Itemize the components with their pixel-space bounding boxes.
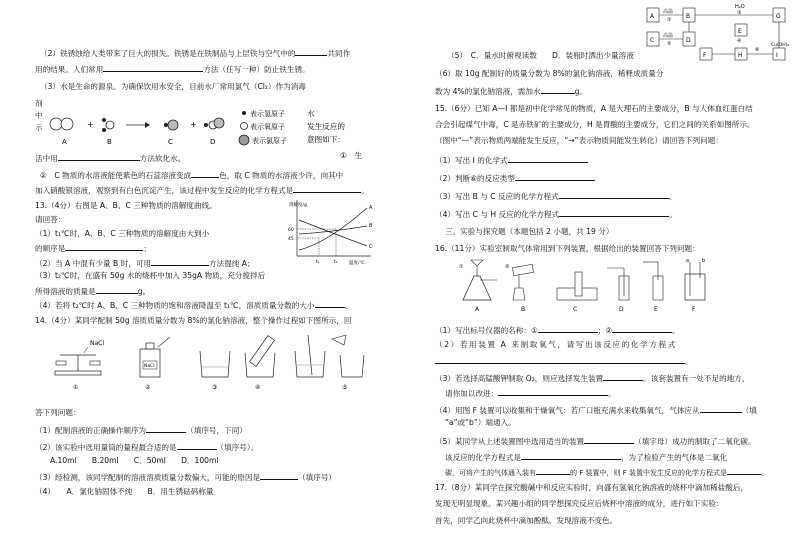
- box-label: B: [686, 13, 691, 20]
- box-label: C: [650, 37, 655, 44]
- tick-label: 45: [288, 237, 294, 242]
- box-label: A: [650, 13, 655, 20]
- blank[interactable]: [435, 355, 685, 364]
- axis-label: 温度/℃: [349, 261, 365, 266]
- q13-2: （2）当 A 中混有少量 B 时，可用 方法提纯 A；: [35, 259, 255, 268]
- port-label: b: [702, 258, 706, 264]
- mark-label: ①: [667, 17, 672, 23]
- q16-5-line2: 该反应的化学方程式是 ，为了检验产生的气体是二氧化: [445, 453, 728, 462]
- q13-prompt: 请回答：: [35, 215, 66, 224]
- solubility-curve-chart: [287, 198, 377, 266]
- legend-h-icon: [242, 111, 246, 115]
- balance-pan: [90, 361, 100, 365]
- molecule-atom: [102, 128, 106, 132]
- balance-base: [55, 371, 101, 375]
- bottle-neck: [146, 343, 154, 349]
- q15-line1: 15.（6分）已知 A—I 都是初中化学常见的物质，A 是大理石的主要成分，B 与人体血红蛋白结: [435, 104, 753, 113]
- q12-3-line5: 加入硝酸银溶液，观察到有白色沉淀产生，该过程中发生反应的化学方程式是 。: [35, 186, 369, 195]
- q12-3-line3: 活中用 方法软化水。: [35, 154, 186, 163]
- molecule-label: A: [62, 138, 67, 146]
- arrow-head: [145, 122, 150, 128]
- label-nacl: NaCl: [90, 340, 105, 347]
- part-label: ①: [459, 264, 464, 270]
- side-char: 示: [35, 123, 43, 132]
- blank[interactable]: [559, 208, 669, 217]
- apparatus-label: E: [654, 306, 658, 313]
- plus-sign: +: [87, 120, 94, 129]
- apparatus-label: D: [619, 306, 624, 313]
- q14-1: （1）配制溶液的正确操作顺序为 （填序号，下同）: [35, 426, 247, 435]
- blank[interactable]: [146, 424, 186, 433]
- q16-5-line1: （5）某同学从上述装置图中选用适当的装置 （填字母）成功的制取了二氧化碳。: [435, 437, 756, 446]
- q16-title: 16.（11分）实验室制取气体常用到下列装置，根据给出的装置回答下列问题：: [435, 244, 700, 253]
- blank[interactable]: [536, 466, 570, 475]
- blank[interactable]: [65, 242, 143, 251]
- blank[interactable]: [260, 471, 298, 480]
- apparatus-label: A: [475, 306, 480, 313]
- series-label: A: [369, 205, 373, 211]
- q16-4-line2: “a”或“b”）端通入。: [445, 418, 516, 427]
- wide-mouth-bottle: [685, 274, 705, 300]
- tick-label: t₁: [316, 260, 320, 265]
- text-fragment: 发生反应的: [307, 122, 345, 131]
- product-label: Cu(OH)₂: [771, 43, 790, 48]
- blank[interactable]: [700, 404, 742, 413]
- beaker: [200, 351, 230, 377]
- apparatus-label: F: [692, 306, 696, 313]
- mark-label: ②: [667, 41, 672, 47]
- blank[interactable]: [508, 154, 588, 163]
- axis-label: 溶解度/g: [289, 203, 307, 208]
- blank[interactable]: [521, 451, 621, 460]
- box-label: E: [738, 28, 742, 35]
- step-label: ④: [255, 384, 261, 391]
- port-label: a: [686, 258, 690, 264]
- label-nacl: NaCl: [144, 364, 155, 369]
- step-label: ①: [73, 384, 79, 391]
- pointer-line: [84, 347, 88, 353]
- mark-label: ④: [737, 38, 742, 44]
- molecule-label: C: [168, 138, 173, 146]
- q12-3-line1: （3）水是生命的源泉。为确保饮用水安全，目前水厂常用氯气（Cl₂）作为消毒: [40, 82, 306, 91]
- collecting-bottle: [575, 272, 582, 296]
- tick-label: 60: [288, 228, 294, 233]
- q14-2-options: A.10ml B.20ml C．50ml D．100ml: [50, 456, 219, 465]
- q17-line1: 17.（8分）某同学在探究酸碱中和反应实验时，向盛有氢氧化钠溶液的烧杯中滴加稀盐酸后，: [435, 483, 749, 492]
- q14-2: （2）该实验中选用量筒的量程最合适的是 （填序号）。: [35, 443, 259, 452]
- glass-rod: [308, 335, 312, 375]
- q13-1-line1: （1）t₁℃时，A、B、C 三种物质的溶解度由大到小: [35, 229, 210, 238]
- series-label: B: [369, 223, 373, 229]
- side-char: 剂: [35, 99, 43, 108]
- mark-label: ⑥: [755, 47, 760, 53]
- blank[interactable]: [541, 85, 575, 94]
- conical-flask: [463, 276, 491, 300]
- section3-title: 三、实验与探究题（本题包括 2 小题，共 19 分）: [445, 227, 614, 236]
- q14-title: 14.（4分）某同学配制 50g 溶质质量分数为 8%的氯化钠溶液，整个操作过程如下图所示，回: [35, 316, 352, 325]
- q13-1-line2: 的顺序是 ；: [35, 244, 151, 253]
- q13-3-line2: 所得溶液的质量是 g。: [35, 287, 151, 296]
- blank[interactable]: [603, 372, 643, 381]
- blank[interactable]: [295, 47, 327, 56]
- molecule-label: D: [210, 138, 216, 146]
- legend-text: 表示氧原子: [250, 123, 285, 131]
- funnel-top: [471, 260, 483, 266]
- step-label: ②: [145, 384, 151, 391]
- box-label: F: [703, 52, 707, 59]
- beaker: [340, 355, 364, 377]
- q15-1: （1）写出 I 的化学式: [435, 154, 588, 166]
- molecule-atom: [168, 120, 178, 130]
- q17-line2: 发现无明显现象。某兴趣小组的同学想探究反应后烧杯中溶液的成分，进行如下实验：: [435, 499, 724, 508]
- box-i: [773, 48, 785, 60]
- step-label: ⑤: [342, 384, 348, 391]
- spoon: [158, 337, 170, 347]
- box-label: G: [776, 13, 781, 20]
- plus-sign: +: [190, 120, 197, 129]
- q14-options-cont: （5） C．量水时俯视读数 D．装瓶时洒出少量溶液: [447, 51, 634, 60]
- tick-label: t₂: [334, 260, 338, 265]
- molecule-label: B: [107, 138, 112, 146]
- paper-funnel: [332, 335, 346, 345]
- q16-1: （1）写出标号仪器的名称：① ；② 。: [435, 326, 680, 335]
- molecule-reaction-diagram: [0, 100, 397, 160]
- text-fragment: ① 生: [340, 151, 362, 160]
- blank[interactable]: [293, 184, 361, 193]
- step-label: ③: [212, 384, 218, 391]
- box-label: H: [738, 52, 743, 59]
- solution-prep-steps: [40, 333, 370, 395]
- box-label: D: [686, 37, 691, 44]
- blank[interactable]: [177, 441, 217, 450]
- legend-o-icon: [241, 123, 248, 130]
- q16-2-line1: （2）若用装置 A 来制取氧气，请写出该反应的化学方程式: [435, 340, 677, 349]
- text-fragment: 水: [307, 109, 315, 118]
- blank[interactable]: [315, 299, 345, 308]
- blank[interactable]: [58, 152, 140, 161]
- apparatus-label: C: [573, 306, 578, 313]
- series-label: C: [369, 244, 373, 250]
- q13-3-line1: （3）t₂℃时，在盛有 50g 水的烧杯中加入 35gA 物质，充分搅拌后: [35, 271, 266, 280]
- cond-label: 高温: [663, 9, 674, 15]
- q12-2-line2: 用的结果。人们常用 方法（任写一种）防止铁生锈。: [35, 65, 310, 74]
- q15-2: （2）判断⑥的反应类型: [435, 172, 595, 184]
- gas-apparatus-figure: [457, 258, 737, 316]
- test-tube: [512, 264, 533, 275]
- apparatus-label: B: [521, 306, 526, 313]
- right-column: [397, 0, 794, 550]
- molecule-atom: [204, 123, 208, 127]
- q15-4: （4）写出 C 与 H 反应的化学方程式 。: [435, 210, 677, 219]
- molecule-atom: [61, 118, 73, 130]
- q14-6-line1: （6）取 10g 配制好的质量分数为 8%的氯化钠溶液，稀释成质量分: [435, 69, 664, 78]
- blank[interactable]: [515, 172, 595, 181]
- molecule-atom: [214, 118, 224, 128]
- q15-line3: （图中“—”表示物质两端能发生反应，“→”表示物质间能发生转化）请回答下列问题：: [435, 136, 723, 145]
- substance-relation-diagram: [645, 2, 794, 64]
- q14-3: （3）经检测，该同学配制的溶液溶质质量分数偏大，可能的原因是 （填序号）: [35, 473, 337, 482]
- blank[interactable]: [559, 190, 669, 199]
- q14-options: （4） A．氯化钠固体不纯 B．用生锈砝码称量: [35, 487, 214, 496]
- q12-2-line1: （2）铁锈蚀给人类带来了巨大的损失。铁锈是在铁制品与上层铁与空气中的 共同作: [40, 49, 351, 58]
- molecule-atom: [102, 118, 106, 122]
- q14-prompt: 答下列问题：: [35, 408, 81, 417]
- q15-line2: 合会引起煤气中毒，C 是赤铁矿的主要成分，H 是胃酸的主要成分，它们之间的关系如图所示。: [435, 120, 755, 129]
- molecule-atom: [106, 121, 114, 129]
- blank[interactable]: [498, 387, 608, 396]
- legend-text: 表示氢原子: [250, 110, 285, 118]
- water-label: H₂O: [735, 4, 745, 10]
- balance-pan: [56, 361, 66, 365]
- q12-3-line4: ② C 物质的水溶液能使紫色的石蕊溶液变成 色，取 C 物质的水溶液少许，向其中: [40, 171, 344, 180]
- molecule-atom: [164, 123, 168, 127]
- q16-3-line1: （3）若选择高锰酸钾制取 O₂，则应选择发生装置 。该套装置有一处不足的地方，: [435, 374, 750, 383]
- blank[interactable]: [96, 285, 138, 294]
- q16-4-line1: （4）用图 F 装置可以收集和干燥氧气：若广口瓶充满水来收集氧气，气体应从 （填: [435, 406, 757, 415]
- legend-text: 表示氯原子: [252, 137, 287, 145]
- molecule-atom: [50, 118, 62, 130]
- q13-4: （4）若将 t₂℃时 A、B、C 三种物质的饱和溶液降温至 t₁℃，溶质质量分数的大小 。: [35, 301, 353, 310]
- blank[interactable]: [727, 466, 761, 475]
- blank[interactable]: [151, 257, 209, 266]
- graduated-cylinder: [250, 336, 275, 367]
- mark-label: ③: [737, 10, 742, 16]
- blank[interactable]: [191, 169, 219, 178]
- q15-3: （3）写出 B 与 C 反应的化学方程式 。: [435, 192, 677, 201]
- blank[interactable]: [103, 63, 203, 72]
- box-label: I: [776, 52, 778, 59]
- part-label: ②: [505, 264, 510, 270]
- q14-6-line2: 数为 4%的氯化钠溶液，需加水 g。: [435, 87, 588, 96]
- blank[interactable]: [612, 324, 672, 333]
- alcohol-lamp: [513, 288, 525, 300]
- side-char: 中: [35, 111, 43, 120]
- text-fragment: 意图如下：: [307, 135, 345, 144]
- blank[interactable]: [538, 324, 598, 333]
- q17-line3: 首先，同学乙向此烧杯中滴加酚酞，发现溶液不变色。: [435, 516, 618, 525]
- blank[interactable]: [584, 435, 634, 444]
- q16-2-line2: 。: [435, 355, 693, 367]
- legend-cl-icon: [239, 135, 249, 145]
- q16-3-line2: 请你加以改进： 。: [445, 389, 616, 398]
- cond-label: 高温: [663, 33, 674, 39]
- q16-5-line3: 碳，可将产生的气体通入装有 的 F 装置中，则 F 装置中发生反应的化学方程式是 。: [445, 466, 768, 478]
- q13-title: 13.（4分）右图是 A、B、C 三种物质的溶解度曲线。: [35, 201, 217, 210]
